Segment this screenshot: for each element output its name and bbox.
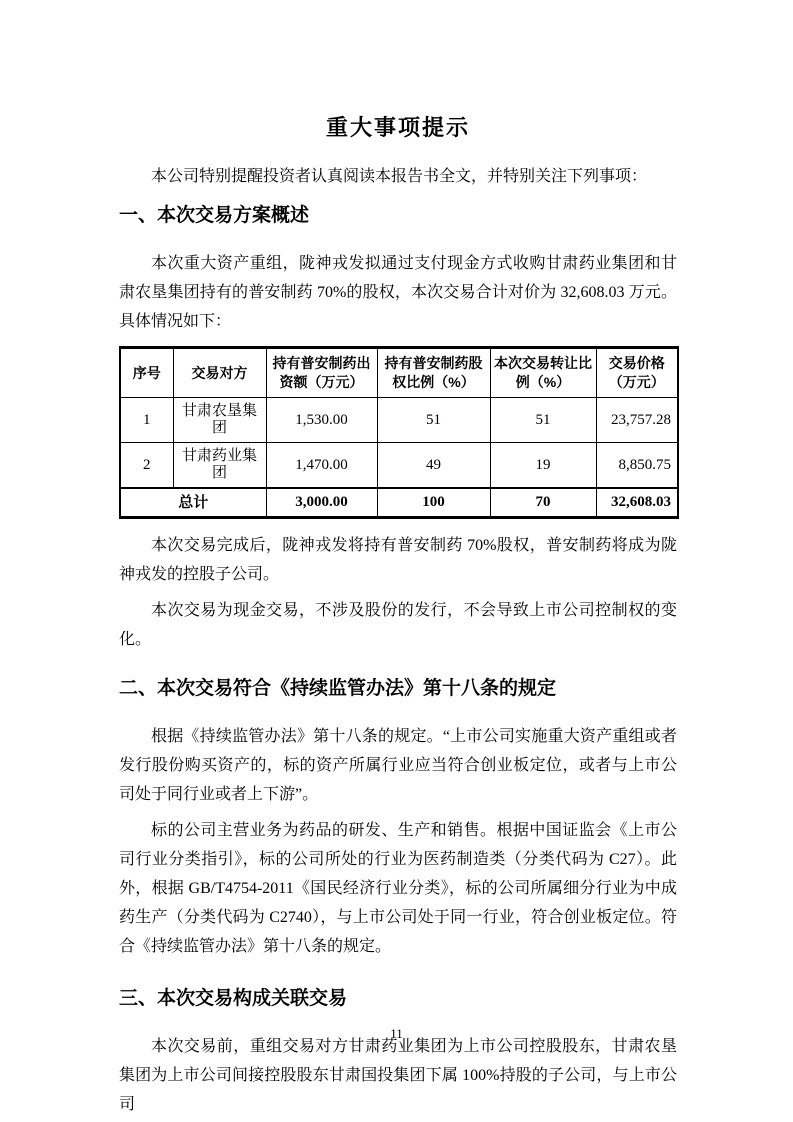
- cell-total-label: 总计: [120, 488, 266, 518]
- section1-paragraph-2: 本次交易完成后，陇神戎发将持有普安制药 70%股权，普安制药将成为陇神戎发的控股子公司。: [119, 537, 677, 583]
- page-number: 11: [390, 1026, 403, 1041]
- column-header-seq: 序号: [120, 348, 173, 398]
- cell-party: 甘肃药业集团: [173, 443, 266, 489]
- cell-total-price: 32,608.03: [596, 488, 678, 518]
- column-header-price: 交易价格（万元）: [596, 348, 678, 398]
- section2-heading: 二、本次交易符合《持续监管办法》第十八条的规定: [119, 678, 557, 699]
- column-header-capital: 持有普安制药出资额（万元）: [266, 348, 377, 398]
- column-header-transfer-pct: 本次交易转让比例（%）: [490, 348, 596, 398]
- cell-transfer-pct: 51: [490, 398, 596, 443]
- cell-capital: 1,470.00: [266, 443, 377, 489]
- cell-equity-pct: 49: [377, 443, 490, 489]
- cell-seq: 1: [120, 398, 173, 443]
- table-row: [120, 398, 678, 443]
- cell-capital: 1,530.00: [266, 398, 377, 443]
- table-total-row: [120, 488, 678, 518]
- cell-price: 23,757.28: [596, 398, 678, 443]
- column-header-party: 交易对方: [173, 348, 266, 398]
- cell-total-capital: 3,000.00: [266, 488, 377, 518]
- cell-equity-pct: 51: [377, 398, 490, 443]
- cell-seq: 2: [120, 443, 173, 489]
- transaction-table-header: [120, 348, 678, 398]
- section3-heading: 三、本次交易构成关联交易: [119, 988, 348, 1009]
- document-title: 重大事项提示: [325, 115, 470, 140]
- intro-paragraph: 本公司特别提醒投资者认真阅读本报告书全文，并特别关注下列事项：: [151, 168, 648, 185]
- column-header-equity-pct: 持有普安制药股权比例（%）: [377, 348, 490, 398]
- section1-heading: 一、本次交易方案概述: [119, 205, 310, 226]
- section1-paragraph-3: 本次交易为现金交易，不涉及股份的发行，不会导致上市公司控制权的变化。: [119, 602, 677, 648]
- cell-party: 甘肃农垦集团: [173, 398, 266, 443]
- section2-paragraph-2: 标的公司主营业务为药品的研发、生产和销售。根据中国证监会《上市公司行业分类指引》，标的公司所处的行业为医药制造类（分类代码为 C27）。此外，根据 GB/T4754-2011《国民经济行业分类》，标的公司所属细分行业为中成药生产（分类代码为 C2740），与上市公司处于同一行业，符合创业板定位。符合《持续监管办法》第十八条的规定。: [119, 822, 677, 955]
- transaction-table: [119, 346, 679, 519]
- cell-price: 8,850.75: [596, 443, 678, 489]
- cell-total-transfer-pct: 70: [490, 488, 596, 518]
- section3-paragraph-1: 本次交易前，重组交易对方甘肃药业集团为上市公司控股股东，甘肃农垦集团为上市公司间接控股股东甘肃国投集团下属 100%持股的子公司，与上市公司: [119, 1038, 677, 1113]
- cell-total-equity-pct: 100: [377, 488, 490, 518]
- section1-paragraph-1: 本次重大资产重组，陇神戎发拟通过支付现金方式收购甘肃药业集团和甘肃农垦集团持有的普安制药 70%的股权，本次交易合计对价为 32,608.03 万元。具体情况如下：: [119, 255, 677, 330]
- table-row: [120, 443, 678, 489]
- section2-paragraph-1: 根据《持续监管办法》第十八条的规定。“上市公司实施重大资产重组或者发行股份购买资产的，标的资产所属行业应当符合创业板定位，或者与上市公司处于同行业或者上下游”。: [119, 728, 677, 803]
- cell-transfer-pct: 19: [490, 443, 596, 489]
